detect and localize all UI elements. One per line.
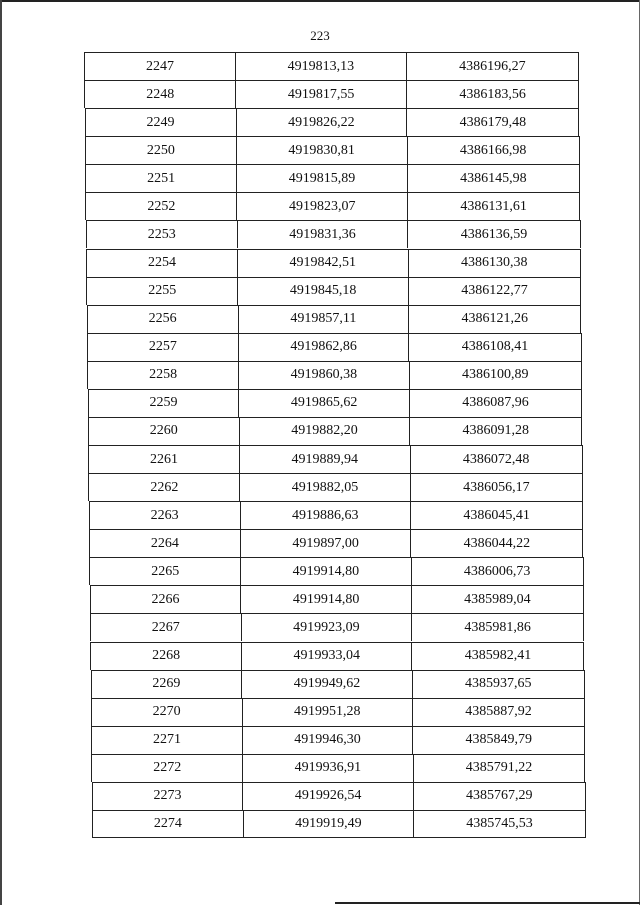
table-row — [90, 613, 584, 641]
y-coordinate-cell — [412, 698, 585, 726]
cell-text: 4919857,11 — [290, 311, 357, 327]
cell-text: 4386136,59 — [460, 226, 528, 242]
cell-text: 4919886,63 — [292, 507, 359, 523]
point-number-cell — [86, 220, 237, 248]
cell-text: 2270 — [152, 704, 181, 720]
x-coordinate-cell — [236, 136, 407, 164]
y-coordinate-cell — [408, 277, 581, 305]
cell-text: 4919933,04 — [293, 648, 360, 664]
table-row — [91, 754, 585, 782]
y-coordinate-cell — [411, 585, 584, 613]
cell-text: 2254 — [148, 255, 176, 271]
point-number-cell — [91, 670, 242, 698]
cell-text: 4386108,41 — [461, 339, 529, 355]
table-row — [91, 698, 585, 726]
table-row — [89, 529, 583, 557]
x-coordinate-cell — [242, 698, 412, 726]
x-coordinate-cell — [242, 782, 412, 810]
table-row — [89, 501, 583, 529]
x-coordinate-cell — [238, 305, 409, 333]
y-coordinate-cell — [411, 642, 584, 670]
y-coordinate-cell — [406, 80, 579, 108]
cell-text: 4385791,22 — [465, 760, 533, 776]
cell-text: 2249 — [146, 114, 175, 130]
cell-text: 2274 — [153, 815, 182, 831]
cell-text: 4385849,79 — [465, 732, 532, 748]
cell-text: 2252 — [147, 198, 176, 214]
y-coordinate-cell — [411, 613, 584, 641]
x-coordinate-cell — [235, 80, 406, 108]
y-coordinate-cell — [410, 473, 583, 501]
cell-text: 4919914,80 — [292, 563, 360, 579]
y-coordinate-cell — [408, 333, 581, 361]
cell-text: 4919845,18 — [289, 283, 357, 299]
point-number-cell — [87, 361, 238, 389]
table-row — [91, 670, 585, 698]
cell-text: 4385745,53 — [466, 815, 533, 831]
point-number-cell — [91, 726, 242, 754]
table-row — [91, 726, 585, 754]
cell-text: 4919831,36 — [289, 226, 356, 242]
point-number-cell — [92, 782, 243, 810]
y-coordinate-cell — [406, 52, 579, 80]
cell-text: 4385937,65 — [464, 676, 532, 692]
y-coordinate-cell — [408, 305, 581, 333]
point-number-cell — [85, 108, 236, 136]
table-row — [88, 417, 583, 445]
point-number-cell — [85, 136, 236, 164]
y-coordinate-cell — [407, 192, 580, 220]
cell-text: 2248 — [146, 86, 175, 102]
cell-text: 4386100,89 — [462, 367, 529, 383]
cell-text: 4386122,77 — [461, 283, 528, 299]
point-number-cell — [90, 585, 241, 613]
cell-text: 2268 — [152, 648, 181, 664]
table-row — [87, 305, 582, 333]
x-coordinate-cell — [239, 473, 410, 501]
table-row — [85, 108, 580, 136]
x-coordinate-cell — [238, 389, 409, 417]
cell-text: 4919926,54 — [294, 788, 362, 804]
point-number-cell — [84, 80, 235, 108]
cell-text: 4919842,51 — [289, 255, 357, 271]
cell-text: 4386087,96 — [462, 395, 529, 411]
x-coordinate-cell — [243, 810, 413, 838]
point-number-cell — [89, 501, 240, 529]
table-row — [86, 277, 581, 305]
y-coordinate-cell — [413, 754, 586, 782]
point-number-cell — [92, 810, 243, 838]
y-coordinate-cell — [410, 529, 583, 557]
y-coordinate-cell — [406, 108, 579, 136]
cell-text: 4919817,55 — [287, 86, 355, 102]
cell-text: 2261 — [150, 451, 179, 467]
y-coordinate-cell — [410, 445, 583, 473]
cell-text: 4385989,04 — [464, 591, 531, 607]
cell-text: 4386145,98 — [460, 170, 527, 186]
cell-text: 2266 — [151, 591, 180, 607]
table-row — [88, 445, 582, 473]
y-coordinate-cell — [413, 782, 586, 810]
cell-text: 4919923,09 — [293, 619, 360, 635]
table-row — [84, 52, 579, 80]
cell-text: 4385982,41 — [464, 648, 532, 664]
table-row — [85, 136, 580, 164]
cell-text: 4385887,92 — [465, 704, 532, 720]
page-number: 223 — [310, 28, 330, 43]
y-coordinate-cell — [413, 810, 586, 838]
point-number-cell — [88, 389, 239, 417]
y-coordinate-cell — [407, 164, 580, 192]
cell-text: 2269 — [152, 676, 181, 692]
point-number-cell — [90, 613, 241, 641]
y-coordinate-cell — [412, 670, 585, 698]
cell-text: 4385981,86 — [464, 619, 531, 635]
table-row — [90, 642, 584, 670]
cell-text: 4386196,27 — [459, 58, 526, 74]
table-row — [92, 782, 586, 810]
table-row — [89, 557, 583, 585]
cell-text: 4386131,61 — [460, 198, 527, 214]
cell-text: 2271 — [152, 732, 181, 748]
cell-text: 4386166,98 — [459, 142, 527, 158]
cell-text: 4386121,26 — [461, 311, 528, 327]
x-coordinate-cell — [236, 108, 407, 136]
cell-text: 2251 — [147, 170, 176, 186]
point-number-cell — [91, 698, 242, 726]
point-number-cell — [86, 249, 237, 277]
y-coordinate-cell — [412, 726, 585, 754]
cell-text: 4919882,20 — [291, 423, 358, 439]
table-row — [86, 249, 581, 277]
y-coordinate-cell — [407, 136, 580, 164]
point-number-cell — [86, 277, 237, 305]
cell-text: 4919862,86 — [290, 339, 357, 355]
point-number-cell — [89, 557, 240, 585]
point-number-cell — [90, 642, 241, 670]
x-coordinate-cell — [242, 726, 412, 754]
y-coordinate-cell — [409, 361, 582, 389]
table-row — [88, 389, 583, 417]
cell-text: 4386044,22 — [463, 535, 531, 551]
cell-text: 2264 — [150, 535, 179, 551]
table-row — [84, 80, 579, 108]
point-number-cell — [88, 473, 239, 501]
cell-text: 4919889,94 — [291, 451, 358, 467]
x-coordinate-cell — [241, 613, 412, 641]
cell-text: 2255 — [148, 283, 177, 299]
cell-text: 4919815,89 — [288, 170, 356, 186]
point-number-cell — [85, 192, 236, 220]
cell-text: 4386056,17 — [463, 479, 530, 495]
point-number-cell — [84, 52, 235, 80]
cell-text: 4919865,62 — [290, 395, 358, 411]
cell-text: 2256 — [148, 311, 177, 327]
cell-text: 4386006,73 — [463, 563, 531, 579]
cell-text: 2260 — [149, 423, 178, 439]
cell-text: 4919946,30 — [294, 732, 361, 748]
x-coordinate-cell — [238, 333, 409, 361]
cell-text: 2259 — [149, 395, 178, 411]
cell-text: 2263 — [150, 507, 179, 523]
table-row — [85, 192, 580, 220]
x-coordinate-cell — [237, 220, 408, 248]
x-coordinate-cell — [239, 445, 410, 473]
point-number-cell — [85, 164, 236, 192]
x-coordinate-cell — [240, 585, 411, 613]
x-coordinate-cell — [240, 501, 411, 529]
cell-text: 2273 — [153, 788, 182, 804]
cell-text: 2247 — [145, 58, 174, 74]
y-coordinate-cell — [409, 417, 582, 445]
x-coordinate-cell — [237, 277, 408, 305]
x-coordinate-cell — [239, 417, 410, 445]
x-coordinate-cell — [236, 164, 407, 192]
cell-text: 4386130,38 — [460, 255, 528, 271]
x-coordinate-cell — [235, 52, 406, 80]
x-coordinate-cell — [241, 642, 412, 670]
cell-text: 2257 — [148, 339, 177, 355]
cell-text: 2262 — [150, 479, 179, 495]
x-coordinate-cell — [240, 529, 411, 557]
cell-text: 4919949,62 — [293, 676, 361, 692]
point-number-cell — [88, 445, 239, 473]
cell-text: 4919897,00 — [292, 535, 359, 551]
cell-text: 4386072,48 — [462, 451, 530, 467]
cell-text: 2272 — [153, 760, 182, 776]
y-coordinate-cell — [408, 249, 581, 277]
cell-text: 2267 — [151, 619, 180, 635]
cell-text: 4919860,38 — [290, 367, 358, 383]
cell-text: 4385767,29 — [466, 788, 533, 804]
cell-text: 4919951,28 — [294, 704, 361, 720]
cell-text: 4919914,80 — [292, 591, 360, 607]
cell-text: 4919830,81 — [288, 142, 355, 158]
cell-text: 4919813,13 — [287, 58, 355, 74]
x-coordinate-cell — [237, 249, 408, 277]
cell-text: 4386179,48 — [459, 114, 527, 130]
y-coordinate-cell — [410, 501, 583, 529]
cell-text: 2253 — [147, 226, 176, 242]
table-row — [88, 473, 582, 501]
y-coordinate-cell — [407, 220, 580, 248]
cell-text: 2265 — [151, 563, 180, 579]
x-coordinate-cell — [236, 192, 407, 220]
cell-text: 4919936,91 — [294, 760, 362, 776]
table-row — [92, 810, 586, 838]
x-coordinate-cell — [238, 361, 409, 389]
table-row — [86, 220, 581, 248]
cell-text: 2258 — [149, 367, 178, 383]
cell-text: 4386183,56 — [459, 86, 526, 102]
y-coordinate-cell — [409, 389, 582, 417]
cell-text: 4919882,05 — [291, 479, 359, 495]
cell-text: 4386091,28 — [462, 423, 530, 439]
point-number-cell — [88, 417, 239, 445]
table-row — [87, 333, 582, 361]
cell-text: 2250 — [146, 142, 175, 158]
table-row — [90, 585, 584, 613]
cell-text: 4919919,49 — [295, 815, 362, 831]
table-row — [87, 361, 582, 389]
point-number-cell — [87, 305, 238, 333]
cell-text: 4919826,22 — [288, 114, 355, 130]
x-coordinate-cell — [242, 754, 412, 782]
cell-text: 4919823,07 — [288, 198, 356, 214]
cell-text: 4386045,41 — [463, 507, 530, 523]
point-number-cell — [89, 529, 240, 557]
x-coordinate-cell — [240, 557, 411, 585]
y-coordinate-cell — [411, 557, 584, 585]
x-coordinate-cell — [241, 670, 411, 698]
table-row — [85, 164, 580, 192]
point-number-cell — [87, 333, 238, 361]
point-number-cell — [91, 754, 242, 782]
